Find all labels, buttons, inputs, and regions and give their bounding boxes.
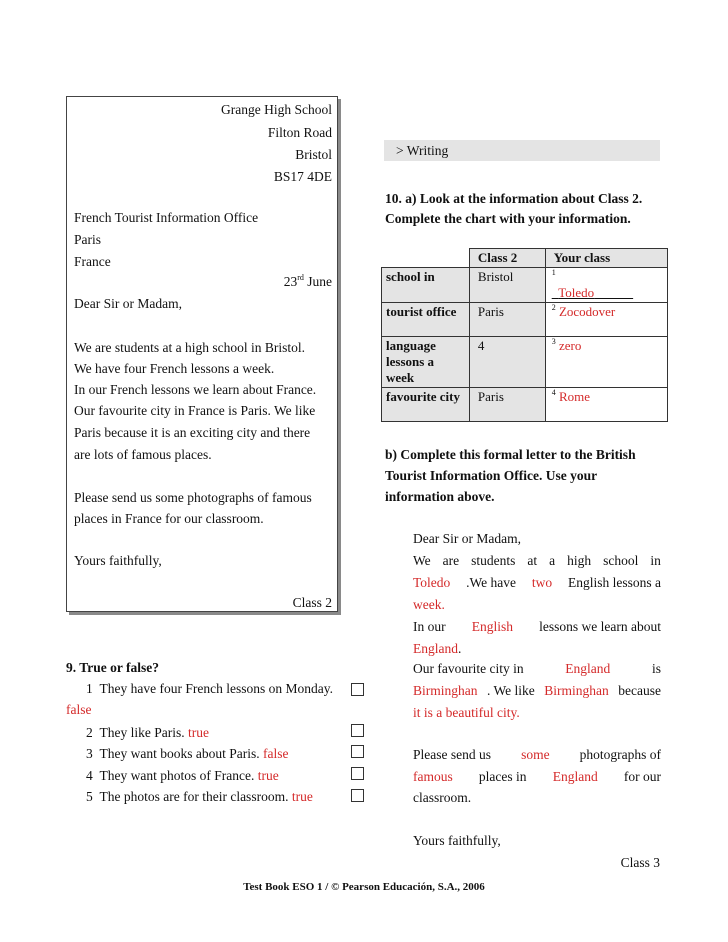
tf-item: 2 They like Paris. true <box>86 725 209 740</box>
formal-line: week. <box>413 597 445 612</box>
table-row <box>382 268 668 303</box>
task9-title: 9. True or false? <box>66 660 159 675</box>
tf-item: 1 They have four French lessons on Monday. <box>86 681 333 696</box>
tf-checkbox[interactable] <box>351 789 364 802</box>
tf-checkbox[interactable] <box>351 745 364 758</box>
formal-line: Birminghan . We like Birminghan because <box>413 683 661 698</box>
section-bar-writing: > Writing <box>384 140 660 161</box>
task10b-line2: Tourist Information Office. Use your <box>385 468 598 483</box>
row-label: tourist office <box>382 303 470 337</box>
tf-checkbox[interactable] <box>351 767 364 780</box>
table-corner <box>382 249 470 268</box>
table-row <box>382 337 668 388</box>
task10b-line1: b) Complete this formal letter to the British <box>385 447 636 462</box>
letter-request-line: places in France for our classroom. <box>74 511 264 526</box>
letter-body-line: In our French lessons we learn about France. <box>74 382 317 397</box>
formal-line: England. <box>413 641 462 656</box>
row-label: school in <box>382 268 470 303</box>
city: Bristol <box>295 147 332 162</box>
row-label: favourite city <box>382 388 470 422</box>
tf-answer: false <box>66 702 92 717</box>
formal-line: famous places in England for our <box>413 769 661 784</box>
formal-line: Our favourite city in England is <box>413 661 661 676</box>
recipient-country: France <box>74 254 111 269</box>
formal-closing: Yours faithfully, <box>413 833 501 848</box>
your-class-value: $^2$ Zocodover <box>545 303 667 337</box>
page-footer: Test Book ESO 1 / © Pearson Educación, S.A., 2006 <box>243 881 485 893</box>
header-class2: Class 2 <box>469 249 545 268</box>
letter-signature: Class 2 <box>292 595 332 610</box>
letter-salutation: Dear Sir or Madam, <box>74 296 182 311</box>
table-row <box>382 388 668 422</box>
your-class-value: $^3$ zero <box>545 337 667 388</box>
class2-value: Paris <box>469 388 545 422</box>
letter-body-line: Our favourite city in France is Paris. We like <box>74 403 316 418</box>
letter-body-line: are lots of famous places. <box>74 447 212 462</box>
letter-closing: Yours faithfully, <box>74 553 162 568</box>
street: Filton Road <box>267 125 332 140</box>
tf-item: 5 The photos are for their classroom. true <box>86 789 313 804</box>
task10a-line1: 10. a) Look at the information about Class 2. <box>385 191 643 206</box>
formal-line: In our English lessons we learn about <box>413 619 661 634</box>
formal-salutation: Dear Sir or Madam, <box>413 531 521 546</box>
task10b-line3: information above. <box>385 489 495 504</box>
tf-checkbox[interactable] <box>351 683 364 696</box>
postcode: BS17 4DE <box>273 169 332 184</box>
formal-line: Please send us some photographs of <box>413 747 661 762</box>
row-label: language lessons a week <box>382 337 470 388</box>
formal-line: We are students at a high school in <box>413 553 661 568</box>
letter-body-line: We have four French lessons a week. <box>74 361 275 376</box>
formal-line: classroom. <box>413 790 472 805</box>
class2-value: 4 <box>469 337 545 388</box>
class2-value: Bristol <box>469 268 545 303</box>
task10a-line2: Complete the chart with your information. <box>385 211 631 226</box>
your-class-value: $^4$ Rome <box>545 388 667 422</box>
recipient-city: Paris <box>74 232 101 247</box>
class2-value: Paris <box>469 303 545 337</box>
school-name: Grange High School <box>221 102 332 117</box>
letter-date: 23rd June <box>283 273 332 289</box>
info-table <box>381 248 668 422</box>
your-class-value: $^1$ Toledo <box>545 268 667 303</box>
tf-item: 4 They want photos of France. true <box>86 768 279 783</box>
letter-body-line: Paris because it is an exciting city and there <box>74 425 311 440</box>
formal-line: Toledo .We have two English lessons a <box>413 575 661 590</box>
tf-item: 3 They want books about Paris. false <box>86 746 289 761</box>
table-header-row <box>382 249 668 268</box>
letter-request-line: Please send us some photographs of famous <box>74 490 312 505</box>
table-row <box>382 303 668 337</box>
formal-line: it is a beautiful city. <box>413 705 520 720</box>
header-your-class: Your class <box>545 249 667 268</box>
tf-checkbox[interactable] <box>351 724 364 737</box>
formal-signature: Class 3 <box>620 855 660 870</box>
recipient-office: French Tourist Information Office <box>74 210 259 225</box>
letter-body-line: We are students at a high school in Bristol. <box>74 340 305 355</box>
